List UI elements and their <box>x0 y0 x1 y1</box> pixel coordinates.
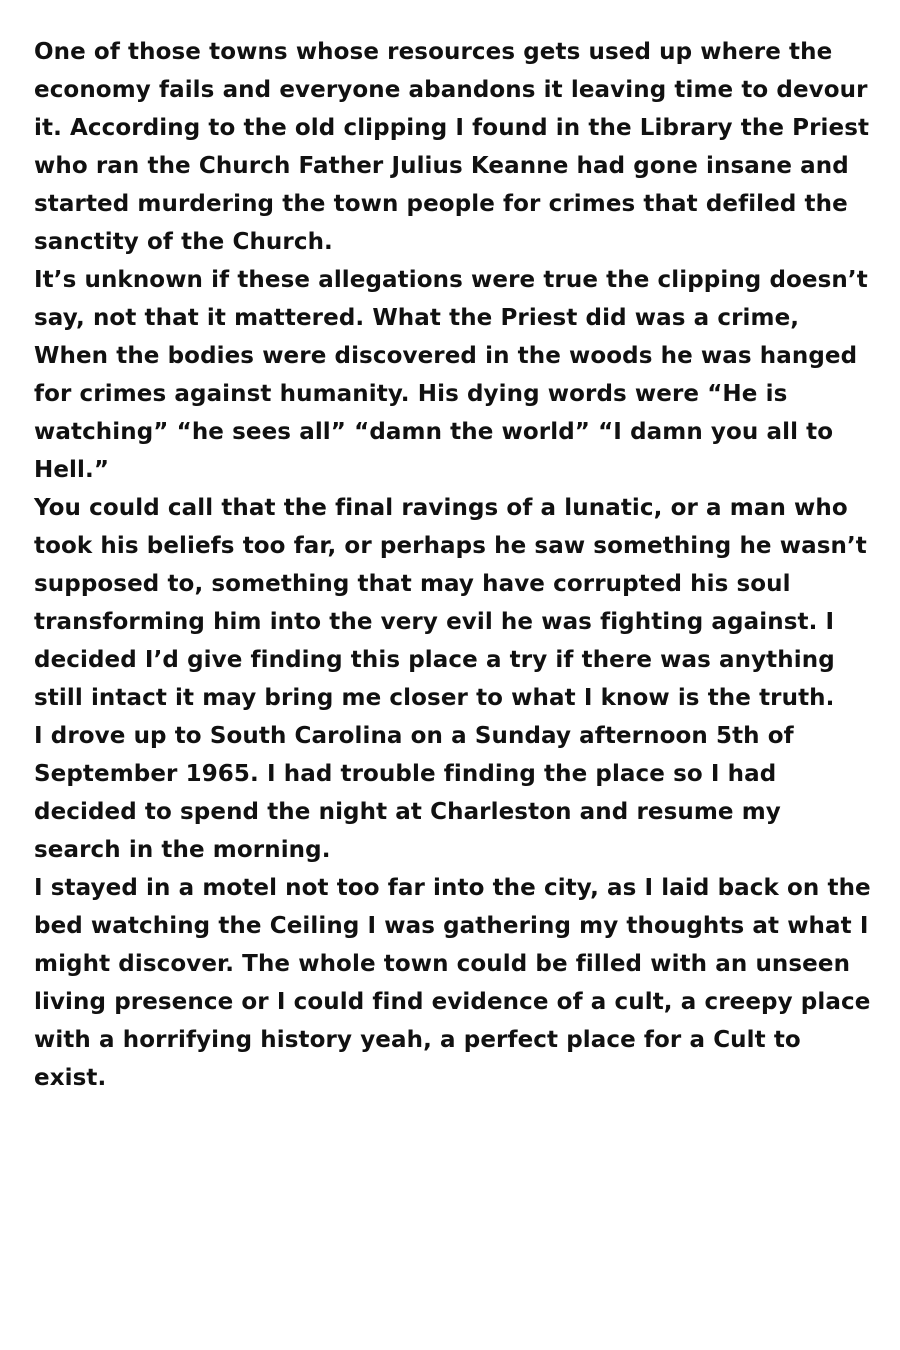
paragraph-2: It’s unknown if these allegations were true the clipping doesn’t say, not that it mattered. What the Priest did was a crime, When the bodies were discovered in the woods he was hanged for crimes against humanity. His dying words were “He is watching” “he sees all” “damn the world” “I damn you all to Hell.” <box>34 267 868 483</box>
paragraph-4: I drove up to South Carolina on a Sunday afternoon 5th of September 1965. I had trouble finding the place so I had decided to spend the night at Charleston and resume my search in the morning. <box>34 723 794 863</box>
paragraph-3: You could call that the final ravings of a lunatic, or a man who took his beliefs too far, or perhaps he saw something he wasn’t supposed to, something that may have corrupted his soul transforming him into the very evil he was fighting against. I decided I’d give finding this place a try if there was anything still intact it may bring me closer to what I know is the truth. <box>34 495 867 711</box>
document-body <box>34 33 874 1097</box>
paragraph-5: I stayed in a motel not too far into the city, as I laid back on the bed watching the Ceiling I was gathering my thoughts at what I might discover. The whole town could be filled with an unseen living presence or I could find evidence of a cult, a creepy place with a horrifying history yeah, a perfect place for a Cult to exist. <box>34 875 871 1091</box>
paragraph-1: One of those towns whose resources gets used up where the economy fails and everyone abandons it leaving time to devour it. According to the old clipping I found in the Library the Priest who ran the Church Father Julius Keanne had gone insane and started murdering the town people for crimes that defiled the sanctity of the Church. <box>34 39 870 255</box>
